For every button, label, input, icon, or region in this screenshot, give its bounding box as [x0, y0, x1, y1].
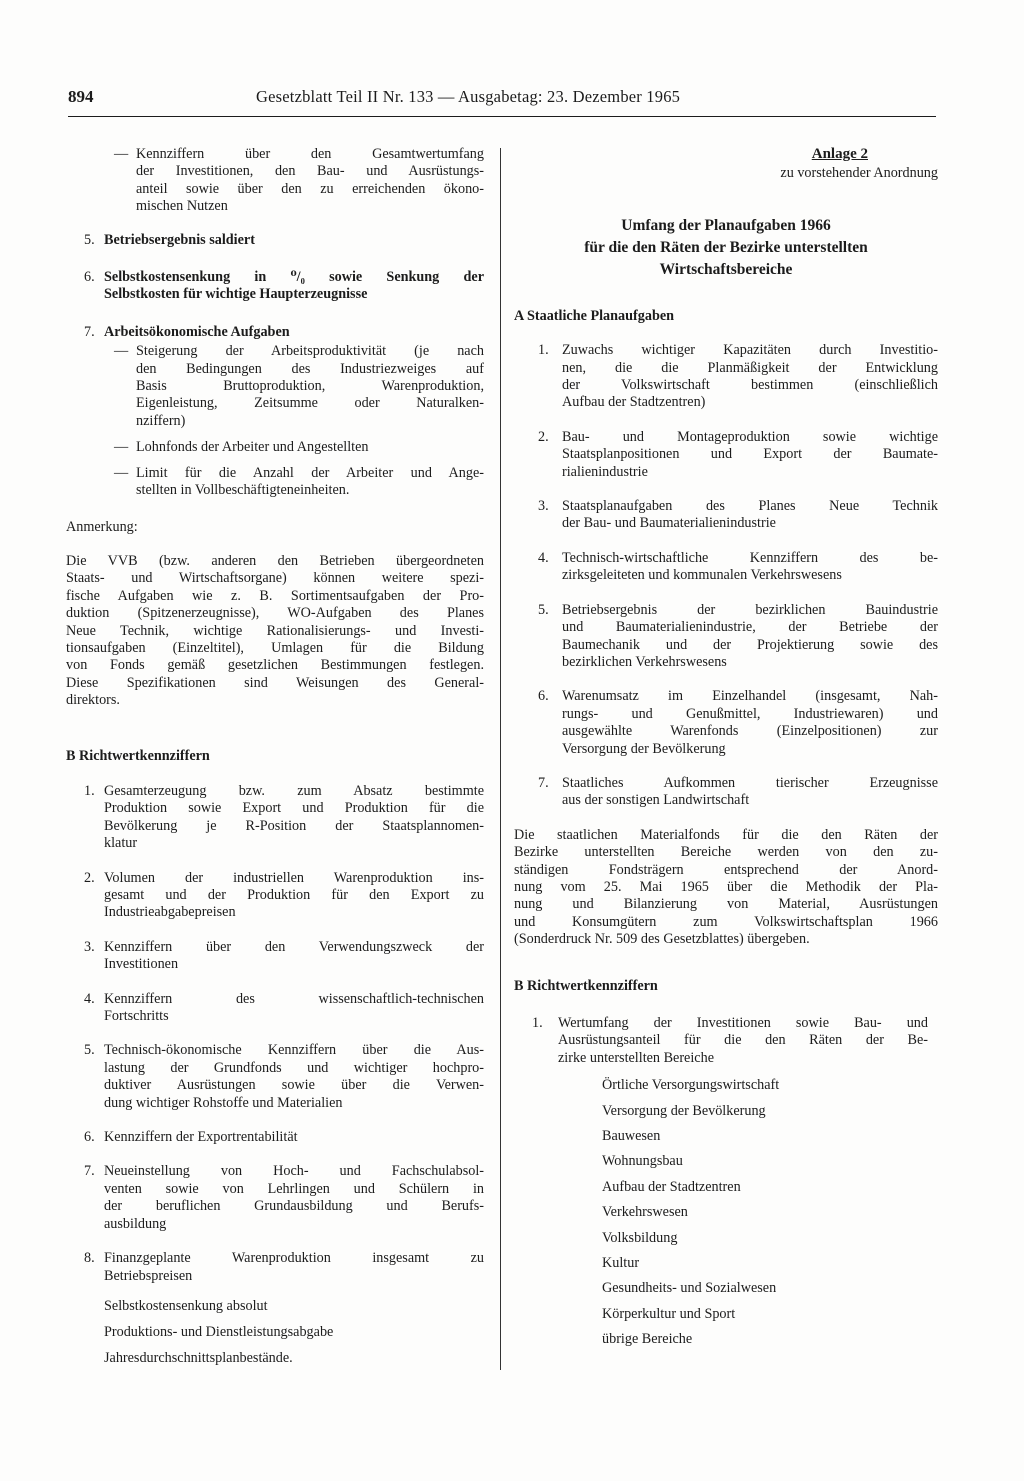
right-b-item-1: [514, 1015, 938, 1067]
anlage-label: Anlage 2: [811, 146, 868, 162]
text-line: stellten in Vollbeschäftigteneinheiten.: [136, 482, 350, 499]
text-line: lastung der Grundfonds und wichtiger hochpro-: [104, 1059, 484, 1076]
text-line: ausbildung: [104, 1215, 167, 1232]
list-item: Aufbau der Stadtzentren: [602, 1178, 741, 1195]
item-number: 7.: [84, 1163, 95, 1180]
a-item-3: [514, 498, 938, 533]
title-line: Wirtschaftsbereiche: [659, 260, 793, 278]
list-item: Verkehrswesen: [602, 1204, 688, 1221]
list-item: Örtliche Versorgungswirtschaft: [602, 1077, 780, 1094]
b-item-1: [66, 783, 484, 853]
text-line: venten sowie von Lehrlingen und Schülern in: [104, 1180, 484, 1197]
materialfonds-paragraph: [514, 827, 938, 949]
a-item-5: [514, 602, 938, 672]
investment-areas-list: [514, 1073, 938, 1352]
text-line: Bevölkerung je R-Position der Staatsplannomen-: [104, 817, 484, 834]
list-item: Versorgung der Bevölkerung: [602, 1102, 766, 1119]
text-line: Die staatlichen Materialfonds für die den Räten der: [514, 826, 938, 843]
b-item-3: [66, 939, 484, 974]
b-item-7: [66, 1163, 484, 1233]
document-title: [514, 215, 938, 281]
text-line: Gesamterzeugung bzw. zum Absatz bestimmte: [104, 782, 484, 799]
text-line: Neue Technik, wichtige Rationalisierungs- und Investi-: [66, 622, 484, 639]
dash-bullet: —: [114, 343, 129, 360]
text-line: rungs- und Genußmittel, Industriewaren) und: [562, 705, 938, 722]
text-line: Kennziffern über den Verwendungszweck der: [104, 938, 484, 955]
section-heading-b-right: B Richtwertkennziffern: [514, 977, 658, 994]
text-line: Jahresdurchschnittsplanbestände.: [104, 1349, 293, 1366]
text-line: (Sonderdruck Nr. 509 des Gesetzblattes) übergeben.: [514, 931, 810, 948]
text-line: anteil sowie über den zu erreichenden ökono-: [136, 180, 484, 197]
text-line: Baumechanik und der Projektierung sowie des: [562, 636, 938, 653]
list-item: Volksbildung: [602, 1229, 678, 1246]
item-number: 7.: [84, 323, 95, 340]
text-line: der Bau- und Baumaterialienindustrie: [562, 515, 776, 532]
text-line: Kennziffern über den Gesamtwertumfang: [136, 146, 484, 162]
text-line: Produktion sowie Export und Produktion für die: [104, 800, 484, 817]
text-line: rialienindustrie: [562, 463, 648, 480]
page-header: [68, 86, 936, 117]
text-line: Technisch-wirtschaftliche Kennziffern des be-: [562, 549, 938, 566]
anmerkung-label: Anmerkung:: [66, 518, 138, 535]
text-line: der beruflichen Grundausbildung und Berufs-: [104, 1198, 484, 1215]
item-number: 2.: [538, 428, 549, 445]
text-line: Eigenleistung, Zeitsumme oder Naturalken-: [136, 395, 484, 412]
item-number: 6.: [84, 269, 95, 286]
item-number: 5.: [538, 601, 549, 618]
dash-item-limit: [66, 465, 484, 500]
text-line: Staatliches Aufkommen tierischer Erzeugnisse: [562, 774, 938, 791]
item-number: 4.: [84, 990, 95, 1007]
text-line: aus der sonstigen Landwirtschaft: [562, 792, 750, 809]
text-line: der Investitionen, den Bau- und Ausrüstungs-: [136, 163, 484, 180]
item-number: 1.: [532, 1015, 543, 1031]
text-line: nung und Bilanzierung von Material, Ausrüstungen: [514, 896, 938, 913]
text-line: duktion (Spitzenerzeugnisse), WO-Aufgaben des Planes: [66, 605, 484, 622]
text-line: Bau- und Montageproduktion sowie wichtige: [562, 428, 938, 445]
text-line: und Baumaterialienindustrie, der Betriebe der: [562, 619, 938, 636]
text-line: klatur: [104, 835, 138, 852]
text-line: Fortschritts: [104, 1008, 169, 1025]
dash-bullet: —: [114, 146, 129, 162]
anlage-subtitle: zu vorstehender Anordnung: [780, 165, 938, 182]
text-line: Selbstkostensenkung in ⁰/₀ sowie Senkung der: [104, 269, 484, 286]
dash-item-lohnfonds: [66, 439, 484, 456]
text-line: bezirklichen Verkehrswesens: [562, 653, 727, 670]
text-line: Basis Bruttoproduktion, Warenproduktion,: [136, 378, 484, 395]
text-line: Die VVB (bzw. anderen den Betrieben übergeordneten: [66, 552, 484, 569]
item-number: 5.: [84, 1042, 95, 1059]
b-item-6: [66, 1129, 484, 1146]
list-item-7: [66, 324, 484, 341]
text-line: Selbstkosten für wichtige Haupterzeugnisse: [104, 286, 368, 303]
text-line: Investitionen: [104, 956, 179, 973]
list-item: Kultur: [602, 1255, 640, 1272]
text-line: Warenumsatz im Einzelhandel (insgesamt, Nah-: [562, 688, 938, 705]
list-item-5: [66, 232, 484, 249]
b-item-8: [66, 1250, 484, 1285]
anmerkung-paragraph: [66, 553, 484, 710]
page-number: 894: [68, 87, 94, 106]
list-item: Gesundheits- und Sozialwesen: [602, 1280, 777, 1297]
text-line: Zuwachs wichtiger Kapazitäten durch Investitio-: [562, 342, 938, 359]
text-line: Volumen der industriellen Warenproduktion ins-: [104, 869, 484, 886]
a-item-6: [514, 688, 938, 758]
list-item: Körperkultur und Sport: [602, 1305, 736, 1322]
section-heading-a: A Staatliche Planaufgaben: [514, 307, 675, 324]
a-item-2: [514, 429, 938, 481]
text-line: Steigerung der Arbeitsproduktivität (je nach: [136, 343, 484, 360]
item-number: 1.: [84, 782, 95, 799]
text-line: Limit für die Anzahl der Arbeiter und Ange-: [136, 464, 484, 481]
text-line: Kennziffern der Exportrentabilität: [104, 1129, 298, 1146]
text-line: Technisch-ökonomische Kennziffern über die Aus-: [104, 1042, 484, 1059]
text-line: der Volkswirtschaft bestimmen (einschließlich: [562, 377, 938, 394]
item-heading: Arbeitsökonomische Aufgaben: [104, 323, 290, 340]
b-item-8-sublist: [66, 1293, 484, 1371]
text-line: dung wichtiger Rohstoffe und Materialien: [104, 1094, 343, 1111]
text-line: Betriebsergebnis der bezirklichen Bauindustrie: [562, 601, 938, 618]
running-title: Gesetzblatt Teil II Nr. 133 — Ausgabetag: 23. Dezember 1965: [256, 87, 681, 106]
section-heading-b-left: B Richtwertkennziffern: [66, 747, 210, 764]
text-line: Versorgung der Bevölkerung: [562, 740, 726, 757]
b-item-4: [66, 991, 484, 1026]
text-line: Staatsplanpositionen und Export der Baumate-: [562, 446, 938, 463]
item-number: 3.: [84, 938, 95, 955]
item-number: 8.: [84, 1250, 95, 1267]
item-number: 4.: [538, 549, 549, 566]
text-line: gesamt und der Produktion für den Export zu: [104, 887, 484, 903]
list-item-6: [66, 269, 484, 304]
item-number: 6.: [538, 688, 549, 705]
text-line: Kennziffern des wissenschaftlich-technischen: [104, 990, 484, 1007]
text-line: Neueinstellung von Hoch- und Fachschulabsol-: [104, 1163, 484, 1180]
item-heading: Betriebsergebnis saldiert: [104, 231, 255, 248]
title-line: Umfang der Planaufgaben 1966: [621, 216, 831, 234]
text-line: nen, die die Planmäßigkeit der Entwicklung: [562, 359, 938, 376]
a-item-1: [514, 342, 938, 412]
item-number: 6.: [84, 1129, 95, 1146]
dash-item-gesamtwertumfang: [66, 146, 484, 216]
list-item: Wohnungsbau: [602, 1153, 683, 1170]
text-line: Selbstkostensenkung absolut: [104, 1297, 268, 1314]
text-line: Bezirke unterstellten Bereiche werden von den zu-: [514, 844, 938, 861]
list-item: Bauwesen: [602, 1128, 661, 1145]
text-line: Produktions- und Dienstleistungsabgabe: [104, 1323, 334, 1340]
item-number: 1.: [538, 342, 549, 359]
text-line: mischen Nutzen: [136, 198, 228, 215]
text-line: nung vom 25. Mai 1965 über die Methodik der Pla-: [514, 878, 938, 895]
text-line: Lohnfonds der Arbeiter und Angestellten: [136, 439, 369, 456]
list-item: übrige Bereiche: [602, 1331, 693, 1348]
text-line: fische Aufgaben wie z. B. Sortimentsaufgaben der Pro-: [66, 587, 484, 604]
item-number: 7.: [538, 774, 549, 791]
text-line: Wertumfang der Investitionen sowie Bau- und: [558, 1015, 928, 1031]
text-line: den Bedingungen des Industriezweiges auf: [136, 360, 484, 377]
text-line: Finanzgeplante Warenproduktion insgesamt zu: [104, 1250, 484, 1267]
b-item-5: [66, 1042, 484, 1112]
a-item-7: [514, 775, 938, 810]
text-line: Aufbau der Stadtzentren): [562, 394, 706, 411]
column-divider: [500, 148, 501, 1370]
right-column: [514, 146, 938, 1353]
text-line: Industrieabgabepreisen: [104, 904, 236, 921]
text-line: duktiver Ausrüstungen sowie über die Verwen-: [104, 1077, 484, 1094]
text-line: Ausrüstungsanteil für die den Räten der Be-: [558, 1032, 928, 1049]
text-line: zirke unterstellten Bereiche: [558, 1049, 714, 1066]
text-line: nziffern): [136, 412, 186, 429]
item-number: 3.: [538, 498, 549, 515]
a-item-4: [514, 550, 938, 585]
dash-bullet: —: [114, 439, 129, 456]
text-line: zirksgeleiteten und kommunalen Verkehrswesens: [562, 567, 842, 584]
text-line: und Konsumgütern zum Volkswirtschaftsplan 1966: [514, 913, 938, 930]
text-line: Staatsplanaufgaben des Planes Neue Technik: [562, 498, 938, 515]
dash-bullet: —: [114, 464, 129, 481]
text-line: direktors.: [66, 692, 120, 709]
dash-item-arbeitsproduktivitaet: [66, 343, 484, 430]
text-line: ausgewählte Warenfonds (Einzelpositionen) zur: [562, 723, 938, 740]
title-line: für die den Räten der Bezirke unterstellten: [584, 238, 868, 256]
text-line: ständigen Fondsträgern entsprechend der Anord-: [514, 861, 938, 878]
text-line: Staats- und Wirtschaftsorgane) können weitere spezi-: [66, 570, 484, 587]
left-column: [66, 146, 484, 1371]
item-number: 2.: [84, 869, 95, 886]
text-line: Diese Spezifikationen sind Weisungen des General-: [66, 674, 484, 691]
text-line: tionsaufgaben (Einzeltitel), Umlagen für die Bildung: [66, 639, 484, 656]
text-line: Betriebspreisen: [104, 1267, 193, 1284]
item-number: 5.: [84, 231, 95, 248]
text-line: von Fonds gemäß gesetzlichen Bestimmungen festlegen.: [66, 657, 484, 674]
b-item-2: [66, 870, 484, 922]
